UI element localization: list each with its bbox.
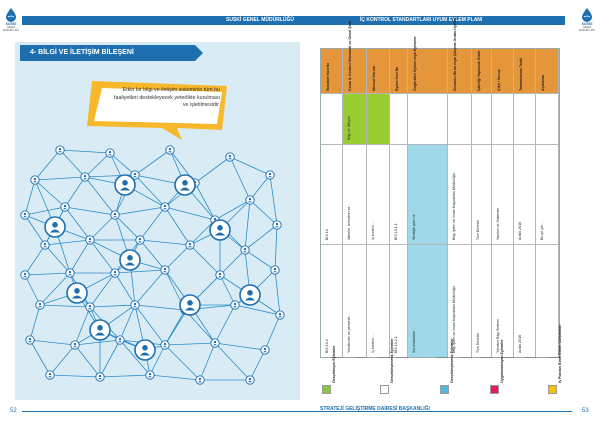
legend-item [548, 324, 562, 394]
table-cell [514, 244, 535, 357]
person-icon [166, 146, 174, 154]
table-row-divider [321, 244, 559, 245]
table-cell-text: İç kontrol ... [371, 221, 375, 240]
network-link [115, 207, 165, 215]
network-link [270, 175, 277, 225]
table-cell-text: Tüm Birimler [476, 219, 480, 240]
network-link [265, 315, 280, 350]
table-row-divider [321, 93, 559, 94]
person-icon [231, 301, 239, 309]
table-column [408, 49, 448, 357]
table-column [472, 49, 492, 357]
network-link [75, 345, 100, 377]
person-icon [71, 341, 79, 349]
network-link [30, 340, 75, 345]
network-link [90, 273, 115, 307]
table-column [367, 49, 390, 357]
person-icon [211, 339, 219, 347]
footer-text: STRATEJİ GELİŞTİRME DAİRESİ BAŞKANLIĞI [320, 406, 430, 412]
person-icon [196, 376, 204, 384]
person-icon [246, 376, 254, 384]
person-icon [175, 175, 195, 195]
person-icon [61, 203, 69, 211]
network-illustration [15, 145, 295, 400]
table-cell-text: BİS 13.1.1 [394, 223, 398, 240]
network-link [65, 207, 115, 215]
network-link [35, 180, 65, 207]
person-icon [90, 320, 110, 340]
table-cell [472, 244, 491, 357]
table-header-label-cell [343, 20, 366, 94]
table-cell [343, 244, 366, 357]
legend-label: Gerçekleşmemiş Eylemler [450, 338, 454, 383]
network-link [140, 240, 165, 270]
legend-label: İş Planları Birim Birimi Çalışmaları [558, 324, 562, 383]
network-link [220, 250, 245, 275]
table-header-label-cell [321, 49, 342, 94]
legend-label: Gerçekleşen Eylemler [332, 345, 336, 383]
person-icon [21, 211, 29, 219]
legend-swatch [322, 385, 331, 394]
network-link [245, 225, 277, 250]
logo-text: SUSKİ [581, 22, 593, 26]
network-link [215, 305, 235, 343]
network-link [85, 177, 115, 215]
table-header-label-cell [514, 49, 535, 94]
person-icon [115, 175, 135, 195]
table-cell-text: BİS 13.2.1 [394, 336, 398, 353]
network-link [275, 225, 277, 270]
legend-swatch [440, 385, 449, 394]
table-column [514, 49, 536, 357]
network-link [135, 305, 185, 310]
person-icon [273, 221, 281, 229]
person-icon [210, 220, 230, 240]
network-link [220, 275, 235, 305]
network-link [90, 215, 115, 240]
person-icon [266, 171, 274, 179]
table-header-label-cell [367, 49, 389, 94]
person-icon [240, 285, 260, 305]
table-header-label-cell [536, 49, 558, 94]
table-header-text: İşbirliği Yapılacak Birim [477, 50, 481, 91]
table-cell [514, 144, 535, 244]
person-icon [216, 271, 224, 279]
person-icon [246, 196, 254, 204]
table-cell [472, 144, 491, 244]
legend-swatch [380, 385, 389, 394]
person-icon [36, 301, 44, 309]
legend-swatch [548, 385, 557, 394]
person-icon [26, 336, 34, 344]
table-column [343, 49, 367, 357]
person-icon [146, 371, 154, 379]
person-icon [111, 269, 119, 277]
person-icon [271, 266, 279, 274]
person-icon [66, 269, 74, 277]
person-icon [46, 371, 54, 379]
network-link [250, 350, 265, 380]
table-cell-text: İç kontrol ... [371, 334, 375, 353]
table-header-text: Sorumlu Birim veya Çalışma Grubu Üyeleri [453, 17, 457, 91]
logo-text: SUSKİ [5, 22, 17, 26]
suski-logo-left [2, 8, 20, 32]
person-icon [31, 176, 39, 184]
network-link [110, 153, 135, 175]
person-icon [111, 211, 119, 219]
person-icon [180, 295, 200, 315]
table-header-text: Mevcut Durum [372, 66, 376, 91]
table-header-label-cell [408, 36, 447, 94]
person-icon [86, 303, 94, 311]
table-cell [367, 144, 389, 244]
table-cell [536, 244, 558, 357]
network-link [195, 183, 215, 220]
table-column [448, 49, 472, 357]
person-icon [106, 149, 114, 157]
network-link [25, 275, 40, 305]
table-column [321, 49, 343, 357]
table-cell [321, 244, 342, 357]
network-link [45, 240, 90, 245]
person-icon [41, 241, 49, 249]
table-cell [367, 244, 389, 357]
header-right-text: İÇ KONTROL STANDARTLARI UYUM EYLEM PLANI [360, 17, 483, 23]
logo-subtext: GENEL MÜDÜRLÜĞÜ [2, 26, 20, 32]
table-header-label-cell [492, 49, 513, 94]
person-icon [21, 271, 29, 279]
table-cell [492, 144, 513, 244]
network-link [245, 250, 275, 270]
table-header-text: Çıktı / Sonuç [497, 69, 501, 91]
table-cell-text: Yazılım ve Sistemler [496, 207, 500, 240]
person-icon [276, 311, 284, 319]
person-icon [96, 373, 104, 381]
page-number-left: 52 [10, 408, 17, 414]
network-link [235, 305, 280, 315]
table-cell-text: İdareler, birimlerin ve ... [347, 202, 351, 240]
network-link [250, 175, 270, 200]
person-icon [136, 236, 144, 244]
network-link [90, 305, 135, 307]
network-link [50, 375, 100, 377]
callout-text: Etkin bir bilgi ve iletişim sisteminin tüm bu faaliyetleri destekleyecek yeterlikte kurulması ve işletilmesidir. [114, 87, 220, 108]
person-icon [81, 173, 89, 181]
table-header-text: Öngörülen Eylem veya Eylemler [413, 36, 417, 91]
person-icon [131, 301, 139, 309]
table-cell-text: Bu yıl için ... [540, 220, 544, 240]
network-link [115, 270, 165, 273]
network-link [60, 150, 85, 177]
network-link [200, 343, 215, 380]
table-header-label-cell [390, 49, 407, 94]
network-link [90, 240, 115, 273]
network-link [195, 157, 230, 183]
person-icon [186, 241, 194, 249]
table-column [390, 49, 408, 357]
network-link [165, 343, 215, 345]
network-link [140, 207, 165, 240]
table-cell-text: Yöneticiler ve personel ... [347, 312, 351, 353]
person-icon [45, 217, 65, 237]
table-cell-text: BİS 13 [325, 229, 329, 240]
person-icon [261, 346, 269, 354]
network-link [60, 150, 110, 153]
person-icon [86, 236, 94, 244]
network-link [100, 375, 150, 377]
legend-label: Gerçekleşmemiş Eylemler [390, 338, 394, 383]
table-cell-text: Bilgi İşlem ve İnsan Kaynakları Müdürlüğü [452, 286, 456, 353]
table-cell [536, 144, 558, 244]
person-icon [161, 266, 169, 274]
person-icon [116, 336, 124, 344]
footer-line-left [22, 411, 300, 412]
table-header-text: Açıklama [541, 75, 545, 91]
table-header-text: Kamu İç Kontrol Standardı ve Genel Şartı [348, 20, 352, 91]
person-icon [161, 341, 169, 349]
network-link [25, 273, 70, 275]
table-cell-text: Aralık 2016 [518, 221, 522, 240]
network-link [25, 207, 65, 215]
table-header-text: Standart Kod No [326, 62, 330, 91]
table-column [536, 49, 559, 357]
table-cell-text: Aralık 2016 [518, 334, 522, 353]
person-icon [56, 146, 64, 154]
legend-item [440, 338, 454, 394]
logo-subtext: GENEL MÜDÜRLÜĞÜ [578, 26, 596, 32]
network-link [25, 245, 45, 275]
table-cell-text: BİS 13.2 [325, 339, 329, 353]
network-link [250, 200, 277, 225]
network-link [35, 177, 85, 180]
header-bar-left [22, 16, 300, 25]
network-link [135, 270, 165, 305]
person-icon [241, 246, 249, 254]
legend-item [490, 339, 504, 394]
network-link [215, 343, 250, 380]
table-cell-text: Tüm Birimler [476, 332, 480, 353]
network-link [45, 245, 70, 273]
person-icon [120, 250, 140, 270]
network-link [100, 340, 120, 377]
table-cell-text: Yönetim Bilgi Sistemi [496, 319, 500, 353]
network-link [230, 157, 250, 200]
header-bar-right [300, 16, 565, 25]
table-cell-text: Stratejik plan ve ... [412, 210, 416, 240]
network-link [245, 200, 250, 250]
suski-logo-right [578, 8, 596, 32]
table-cell-text: Sorumluluklar ... [412, 327, 416, 353]
section-title: 4- BİLGİ VE İLETİŞİM BİLEŞENİ [20, 45, 195, 61]
table-header-text: Tamamlanma Tarihi [519, 57, 523, 91]
table-cell [408, 144, 447, 244]
person-icon [135, 340, 155, 360]
legend-label: Uygulanamayan Eylemler [500, 339, 504, 383]
legend-swatch [490, 385, 499, 394]
table-header-label-cell [472, 49, 491, 94]
network-link [275, 270, 280, 315]
table-column [492, 49, 514, 357]
network-link [85, 153, 110, 177]
network-link [165, 245, 190, 270]
table-cell [448, 144, 471, 244]
network-link [230, 157, 270, 175]
network-link [70, 240, 90, 273]
table-header-text: Eylem Kod No [395, 66, 399, 91]
network-link [25, 180, 35, 215]
table-row-divider [321, 144, 559, 145]
table-cell-text: Bilgi ve İletişim: [347, 115, 351, 140]
network-link [150, 375, 200, 380]
table-cell [321, 144, 342, 244]
person-icon [67, 283, 87, 303]
table-cell [408, 244, 447, 357]
network-link [25, 215, 45, 245]
network-link [140, 240, 190, 245]
table-cell [390, 144, 407, 244]
network-link [190, 245, 220, 275]
table-cell [343, 144, 366, 244]
callout-box [82, 78, 232, 138]
network-link [215, 343, 265, 350]
network-link [30, 305, 40, 340]
page-number-right: 53 [582, 408, 589, 414]
logo-drop-icon [581, 8, 593, 22]
header-left-text: SUSKİ GENEL MÜDÜRLÜĞÜ [226, 17, 294, 23]
network-link [65, 177, 85, 207]
person-icon [226, 153, 234, 161]
network-link [165, 345, 200, 380]
network-link [30, 340, 50, 375]
network-link [35, 150, 60, 180]
person-icon [161, 203, 169, 211]
table-cell-text: Bilgi İşlem ve İnsan Kaynakları Müdürlüğü [452, 173, 456, 240]
legend-item [380, 338, 394, 394]
logo-drop-icon [5, 8, 17, 22]
network-link [40, 305, 90, 307]
network-link [50, 345, 75, 375]
network-link [135, 150, 170, 175]
table-header-label-cell [448, 17, 471, 94]
network-link [75, 307, 90, 345]
